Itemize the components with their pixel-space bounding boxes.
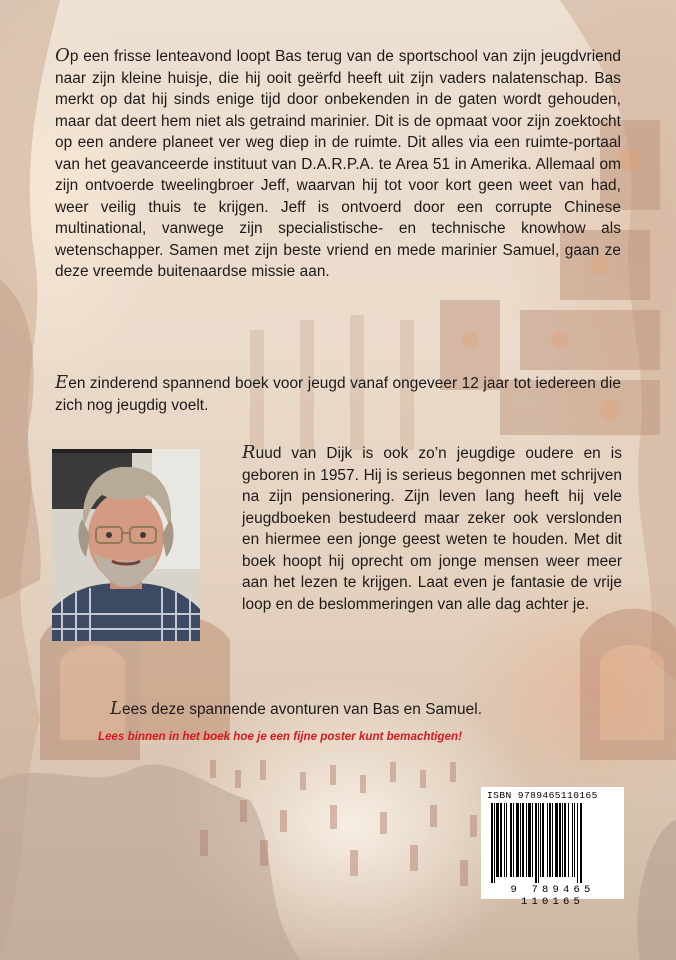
barcode-bar: [542, 803, 544, 877]
barcode-bar: [500, 803, 502, 877]
closing-line: [110, 698, 630, 721]
barcode-bar: [496, 803, 499, 877]
barcode-bar: [577, 803, 578, 883]
synopsis-paragraph: [55, 45, 621, 283]
barcode-bar: [513, 803, 514, 877]
poster-note: Lees binnen in het boek hoe je een fijne poster kunt bemachtigen!: [98, 730, 462, 743]
author-portrait-image: [52, 449, 200, 641]
barcode-bar: [549, 803, 551, 877]
barcode-bar: [547, 803, 548, 877]
barcode-bar: [552, 803, 553, 877]
author-bio-text: uud van Dijk is ook zo’n jeugdige oudere en is geboren in 1957. Hij is serieus begonnen met schrijven na zijn pensionering. Zijn leven lang heeft hij vele jeugdboeken bestudeerd maar zeker ook verslonden en hiermee een jonge geest weten te houden. Met dit boek hoopt hij oprecht om jonge mensen weer meer aan het lezen te krijgen. Laat even je fantasie de vrije loop en de beslommeringen van alle dag achter je.: [242, 445, 622, 613]
isbn-barcode: [481, 787, 624, 908]
barcode-bar: [532, 803, 533, 877]
barcode-bar: [494, 803, 495, 883]
barcode-bar: [520, 803, 521, 877]
closing-text: ees deze spannende avonturen van Bas en Samuel.: [122, 701, 483, 718]
author-photo: [52, 449, 200, 641]
author-bio-paragraph: [242, 442, 622, 615]
barcode-bar: [535, 803, 537, 883]
barcode-bar: [555, 803, 558, 877]
author-bio-initial: R: [242, 442, 256, 463]
synopsis-initial: O: [55, 45, 70, 66]
barcode-bar: [562, 803, 563, 877]
barcode-bar: [559, 803, 561, 877]
barcode-bar: [574, 803, 575, 877]
barcode-bar: [516, 803, 519, 877]
barcode-bar: [510, 803, 512, 877]
barcode-bar: [564, 803, 566, 877]
barcode-bar: [526, 803, 527, 877]
barcode-bar: [538, 803, 539, 883]
barcode-bars: [481, 787, 624, 899]
isbn-digits: 9 789465 110165: [510, 884, 595, 908]
barcode-bar: [568, 803, 569, 877]
tagline-paragraph: [55, 372, 621, 416]
tagline-initial: E: [55, 372, 69, 393]
synopsis-text: p een frisse lenteavond loopt Bas terug van de sportschool van zijn jeugdvriend naar zijn kleine huisje, die hij ooit geërfd heeft uit zijn vaders nalatenschap. Bas merkt op dat hij sinds enige tijd door onbekenden in de gaten wordt gehouden, maar dat deert hem niet als getraind marinier. Dit is de opmaat voor zijn zoektocht op een andere planeet ver weg diep in de ruimte. Dit alles via een ruimte-portaal van het geavanceerde instituut van D.A.R.P.A. te Area 51 in Amerika. Allemaal om zijn ontvoerde tweelingbroer Jeff, waarvan hij tot voor kort geen weet van had, weer veilig thuis te krijgen. Jeff is ontvoerd door een corrupte Chinese multinational, vanwege zijn specialistische- en technische knowhow als wetenschapper. Samen met zijn beste vriend en mede marinier Samuel, gaan ze deze vreemde buitenaardse missie aan.: [55, 48, 621, 280]
barcode-bar: [528, 803, 531, 877]
isbn-label: ISBN 9789465110165: [487, 790, 598, 801]
barcode-bar: [491, 803, 493, 883]
barcode-bar: [572, 803, 573, 877]
tagline-text: en zinderend spannend boek voor jeugd vanaf ongeveer 12 jaar tot iedereen die zich nog jeugdig voelt.: [55, 375, 621, 414]
barcode-bar: [522, 803, 524, 877]
barcode-bar: [506, 803, 507, 877]
closing-initial: L: [110, 698, 123, 719]
barcode-bar: [540, 803, 541, 877]
barcode-bar: [504, 803, 505, 877]
barcode-bar: [580, 803, 582, 883]
